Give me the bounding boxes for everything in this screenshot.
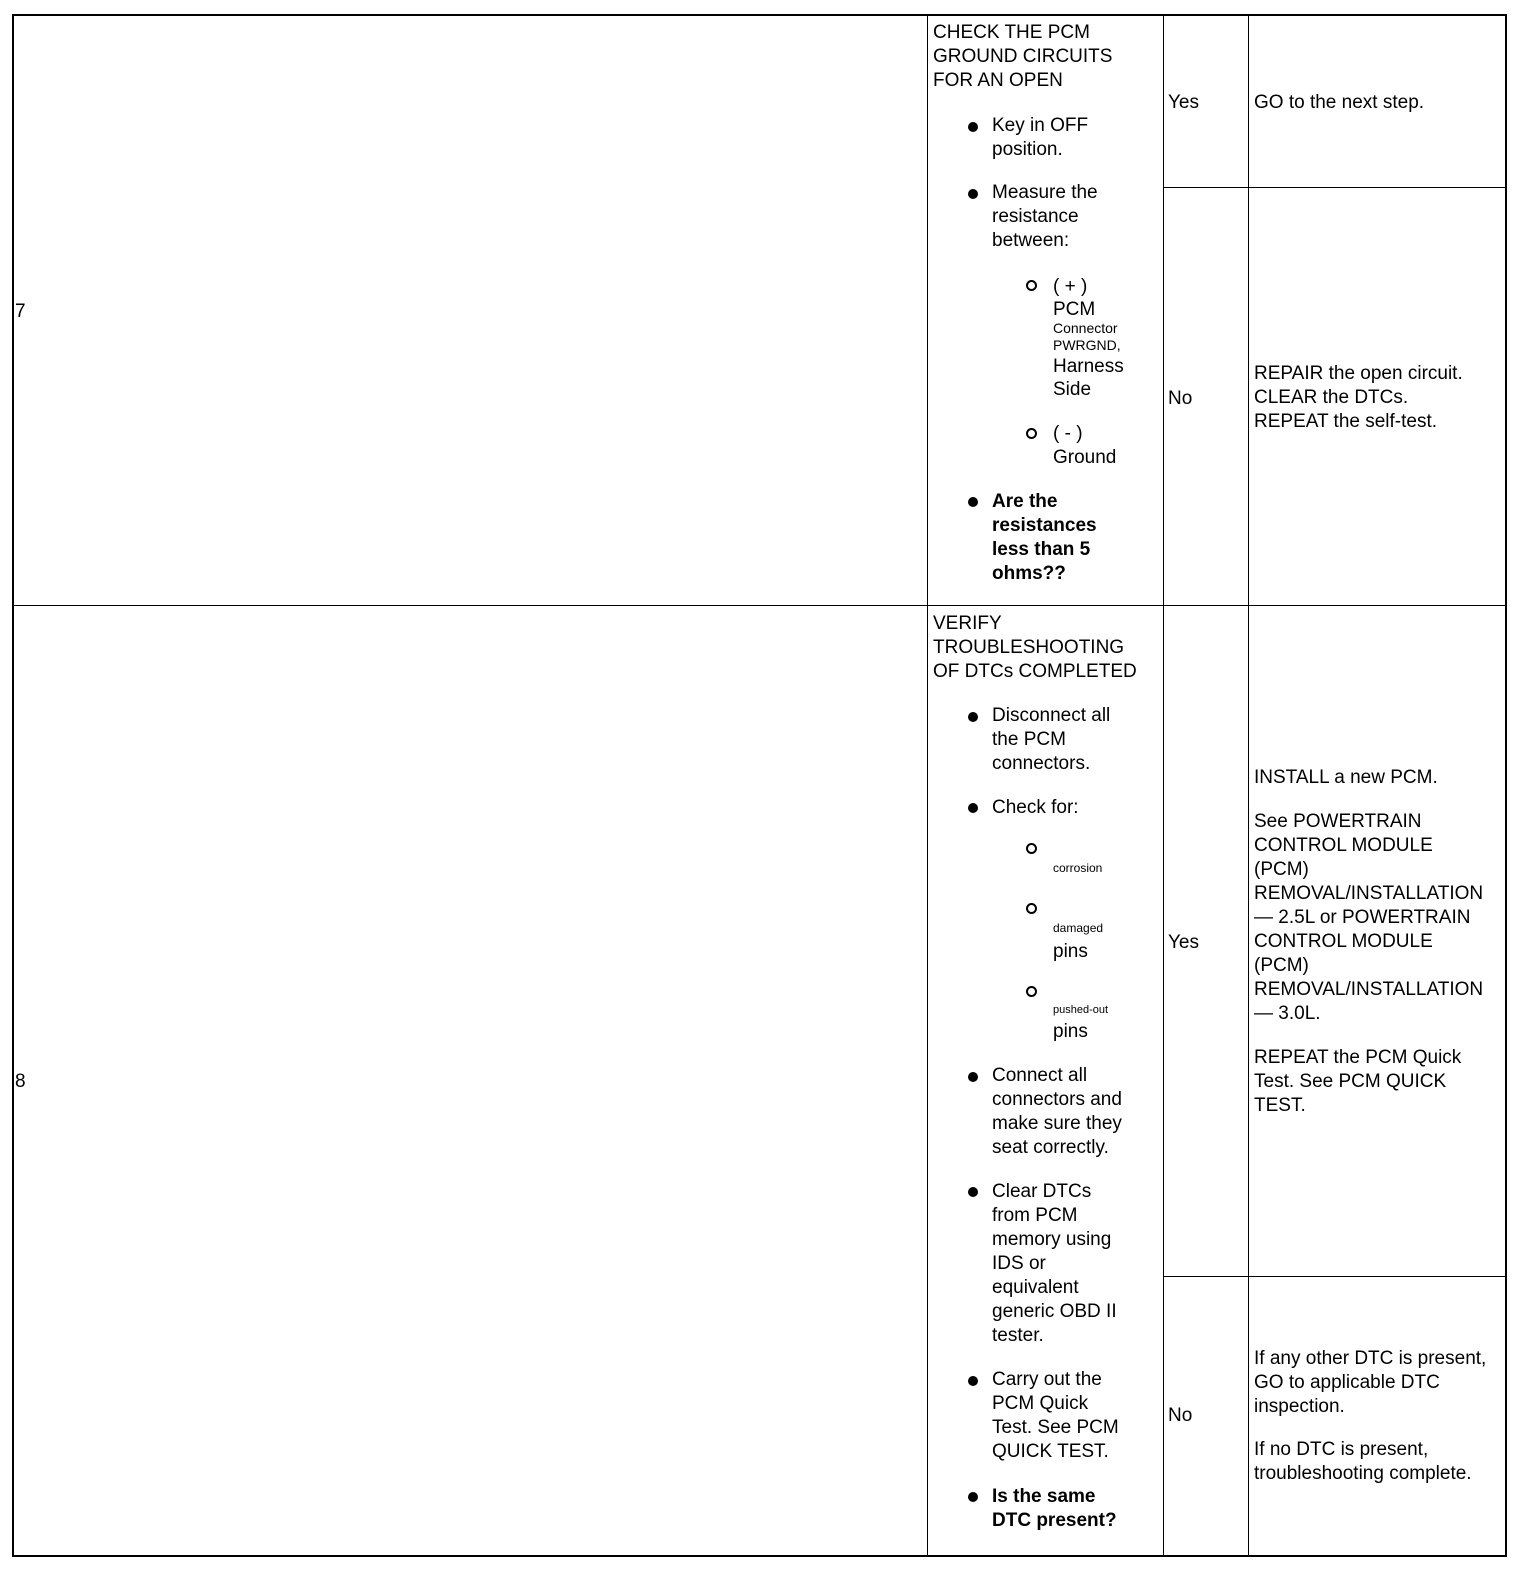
bullet-text: connectors.: [992, 753, 1091, 774]
step-heading: OF DTCs COMPLETED: [933, 661, 1137, 682]
question-text: resistances: [992, 515, 1097, 536]
bullet-text: the PCM: [992, 729, 1066, 750]
bullet-icon: [968, 189, 978, 199]
bullet-text: from PCM: [992, 1205, 1078, 1226]
bullet-text: memory using: [992, 1229, 1112, 1250]
bullet-text: Carry out the: [992, 1369, 1102, 1390]
action-text: INSTALL a new PCM.: [1254, 767, 1438, 788]
column-divider: [1163, 14, 1164, 1557]
question-text: Are the: [992, 491, 1058, 512]
bullet-text: QUICK TEST.: [992, 1441, 1109, 1462]
bullet-icon: [968, 1492, 978, 1502]
action-text: (PCM): [1254, 859, 1309, 880]
sub-bullet-text: damaged: [1053, 921, 1104, 935]
action-text: TEST.: [1254, 1095, 1306, 1116]
bullet-text: Connect all: [992, 1065, 1088, 1086]
step-heading: FOR AN OPEN: [933, 70, 1063, 91]
bullet-text: Disconnect all: [992, 705, 1111, 726]
answer-yes: Yes: [1168, 92, 1199, 113]
action-text: GO to applicable DTC: [1254, 1372, 1440, 1393]
question-text: less than 5: [992, 539, 1091, 560]
action-text: GO to the next step.: [1254, 92, 1425, 113]
action-text: — 3.0L.: [1254, 1003, 1321, 1024]
sub-bullet-text: Connector: [1053, 320, 1118, 336]
bullet-text: resistance: [992, 206, 1079, 227]
bullet-text: connectors and: [992, 1089, 1122, 1110]
step-heading: TROUBLESHOOTING: [933, 637, 1125, 658]
bullet-text: seat correctly.: [992, 1137, 1109, 1158]
bullet-text: make sure they: [992, 1113, 1122, 1134]
action-text: CONTROL MODULE: [1254, 931, 1433, 952]
bullet-text: position.: [992, 139, 1063, 160]
step-heading: GROUND CIRCUITS: [933, 46, 1113, 67]
sub-bullet-text: Side: [1053, 379, 1092, 400]
answer-no: No: [1168, 388, 1193, 409]
bullet-icon: [968, 122, 978, 132]
sub-bullet-text: ( + ): [1053, 276, 1088, 297]
answer-divider: [1163, 1276, 1507, 1277]
answer-no: No: [1168, 1405, 1193, 1426]
bullet-icon: [968, 1376, 978, 1386]
bullet-icon: [968, 1187, 978, 1197]
sub-bullet-text: PCM: [1053, 299, 1096, 320]
row-divider: [12, 605, 1507, 606]
sub-bullet-text: Ground: [1053, 447, 1117, 468]
bullet-text: Measure the: [992, 182, 1098, 203]
sub-bullet-text: PWRGND,: [1053, 337, 1121, 353]
action-text: REPAIR the open circuit.: [1254, 363, 1463, 384]
column-divider: [927, 14, 928, 1557]
sub-bullet-icon: [1026, 280, 1037, 291]
bullet-icon: [968, 497, 978, 507]
action-text: If no DTC is present,: [1254, 1439, 1429, 1460]
sub-bullet-icon: [1026, 986, 1037, 997]
action-text: REPEAT the PCM Quick: [1254, 1047, 1462, 1068]
question-text: DTC present?: [992, 1510, 1117, 1531]
step-number: 7: [15, 301, 26, 322]
action-text: — 2.5L or POWERTRAIN: [1254, 907, 1471, 928]
step-heading: CHECK THE PCM: [933, 22, 1090, 43]
sub-bullet-icon: [1026, 843, 1037, 854]
bullet-text: IDS or: [992, 1253, 1046, 1274]
step-number: 8: [15, 1071, 26, 1092]
sub-bullet-text: ( - ): [1053, 423, 1083, 444]
action-text: CLEAR the DTCs.: [1254, 387, 1409, 408]
bullet-text: PCM Quick: [992, 1393, 1089, 1414]
action-text: CONTROL MODULE: [1254, 835, 1433, 856]
question-text: ohms??: [992, 563, 1066, 584]
action-text: REMOVAL/INSTALLATION: [1254, 883, 1484, 904]
step-heading: VERIFY: [933, 613, 1002, 634]
sub-bullet-icon: [1026, 903, 1037, 914]
action-text: inspection.: [1254, 1396, 1345, 1417]
answer-yes: Yes: [1168, 932, 1199, 953]
bullet-text: between:: [992, 230, 1070, 251]
sub-bullet-text: pins: [1053, 941, 1088, 962]
action-text: Test. See PCM QUICK: [1254, 1071, 1447, 1092]
action-text: REPEAT the self-test.: [1254, 411, 1438, 432]
bullet-icon: [968, 712, 978, 722]
action-text: troubleshooting complete.: [1254, 1463, 1472, 1484]
bullet-text: tester.: [992, 1325, 1044, 1346]
bullet-text: equivalent: [992, 1277, 1079, 1298]
bullet-text: Check for:: [992, 797, 1079, 818]
action-text: REMOVAL/INSTALLATION: [1254, 979, 1484, 1000]
bullet-text: generic OBD II: [992, 1301, 1117, 1322]
sub-bullet-text: corrosion: [1053, 861, 1103, 875]
question-text: Is the same: [992, 1486, 1096, 1507]
action-text: See POWERTRAIN: [1254, 811, 1422, 832]
bullet-icon: [968, 803, 978, 813]
column-divider: [1248, 14, 1249, 1557]
answer-divider: [1163, 187, 1507, 188]
bullet-text: Test. See PCM: [992, 1417, 1119, 1438]
bullet-text: Clear DTCs: [992, 1181, 1092, 1202]
sub-bullet-text: pushed-out: [1053, 1004, 1109, 1016]
sub-bullet-text: Harness: [1053, 356, 1124, 377]
bullet-icon: [968, 1072, 978, 1082]
sub-bullet-text: pins: [1053, 1021, 1088, 1042]
sub-bullet-icon: [1026, 428, 1037, 439]
action-text: If any other DTC is present,: [1254, 1348, 1487, 1369]
action-text: (PCM): [1254, 955, 1309, 976]
bullet-text: Key in OFF: [992, 115, 1089, 136]
